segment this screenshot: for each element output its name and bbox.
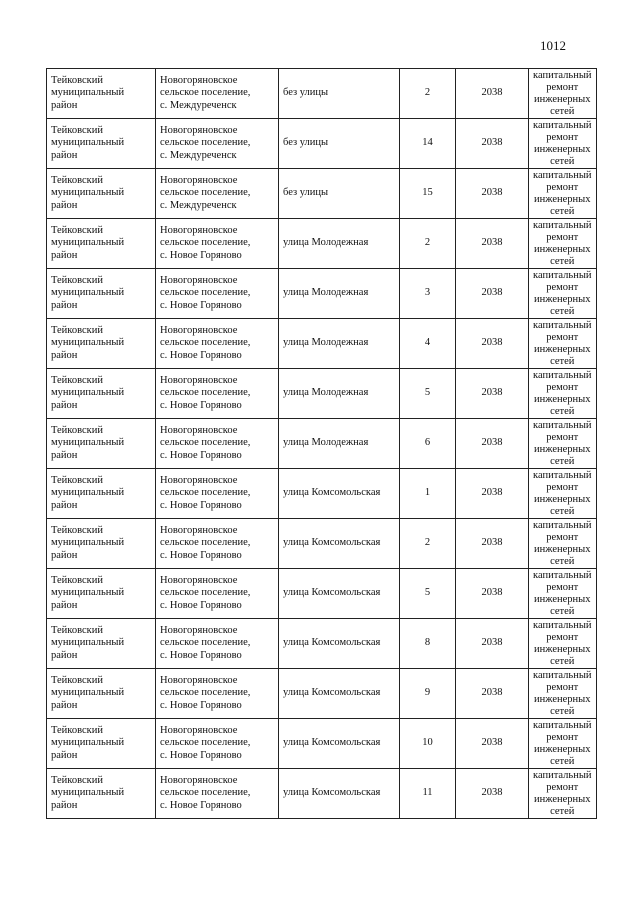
district-cell-line: Тейковский: [51, 474, 104, 486]
work-type-cell-line: капитальный: [533, 219, 592, 231]
district-cell-line: муниципальный: [51, 387, 125, 399]
district-cell-line: муниципальный: [51, 487, 125, 499]
year-cell: 2038: [456, 369, 529, 419]
settlement-cell-line: с. Новое Горяново: [160, 249, 242, 261]
district-cell-line: Тейковский: [51, 674, 104, 686]
district-cell-line: район: [51, 649, 78, 661]
district-cell-line: муниципальный: [51, 287, 125, 299]
house-number-cell: 5: [400, 369, 456, 419]
settlement-cell-line: Новогоряновское: [160, 374, 238, 386]
district-cell: [47, 519, 156, 569]
district-cell: [47, 719, 156, 769]
settlement-cell-line: Новогоряновское: [160, 474, 238, 486]
street-cell: без улицы: [279, 69, 400, 119]
settlement-cell: [156, 469, 279, 519]
work-type-cell: [529, 719, 597, 769]
district-cell-line: район: [51, 349, 78, 361]
table-row: [47, 69, 597, 119]
work-type-cell: [529, 619, 597, 669]
work-type-cell-line: инженерных: [534, 593, 591, 605]
work-type-cell-line: капитальный: [533, 169, 592, 181]
district-cell: [47, 469, 156, 519]
district-cell: [47, 369, 156, 419]
work-type-cell-line: инженерных: [534, 93, 591, 105]
work-type-cell-line: инженерных: [534, 643, 591, 655]
settlement-cell: [156, 119, 279, 169]
district-cell-line: муниципальный: [51, 587, 125, 599]
house-number-cell: 2: [400, 69, 456, 119]
table-row: [47, 269, 597, 319]
work-type-cell-line: сетей: [550, 405, 575, 417]
table-row: [47, 319, 597, 369]
district-cell: [47, 269, 156, 319]
house-number-cell: 8: [400, 619, 456, 669]
work-type-cell-line: сетей: [550, 355, 575, 367]
settlement-cell-line: сельское поселение,: [160, 337, 251, 349]
work-type-cell-line: сетей: [550, 505, 575, 517]
settlement-cell-line: сельское поселение,: [160, 737, 251, 749]
work-type-cell-line: сетей: [550, 605, 575, 617]
settlement-cell-line: сельское поселение,: [160, 587, 251, 599]
work-type-cell-line: сетей: [550, 705, 575, 717]
settlement-cell-line: Новогоряновское: [160, 524, 238, 536]
year-cell: 2038: [456, 419, 529, 469]
work-type-cell: [529, 269, 597, 319]
district-cell-line: район: [51, 399, 78, 411]
settlement-cell-line: сельское поселение,: [160, 787, 251, 799]
work-type-cell-line: сетей: [550, 155, 575, 167]
house-number-cell: 14: [400, 119, 456, 169]
settlement-cell-line: Новогоряновское: [160, 574, 238, 586]
settlement-cell-line: с. Междуреченск: [160, 199, 237, 211]
settlement-cell-line: Новогоряновское: [160, 424, 238, 436]
table-row: [47, 569, 597, 619]
district-cell-line: район: [51, 699, 78, 711]
district-cell-line: район: [51, 249, 78, 261]
settlement-cell-line: сельское поселение,: [160, 287, 251, 299]
work-type-cell-line: инженерных: [534, 443, 591, 455]
settlement-cell-line: сельское поселение,: [160, 687, 251, 699]
settlement-cell-line: с. Междуреченск: [160, 149, 237, 161]
work-type-cell-line: инженерных: [534, 143, 591, 155]
settlement-cell: [156, 169, 279, 219]
district-cell-line: район: [51, 99, 78, 111]
house-number-cell: 3: [400, 269, 456, 319]
work-type-cell-line: инженерных: [534, 793, 591, 805]
district-cell-line: Тейковский: [51, 74, 104, 86]
year-cell: 2038: [456, 69, 529, 119]
work-type-cell-line: инженерных: [534, 243, 591, 255]
district-cell-line: муниципальный: [51, 337, 125, 349]
work-type-cell-line: капитальный: [533, 569, 592, 581]
work-type-cell-line: сетей: [550, 455, 575, 467]
work-type-cell-line: ремонт: [546, 131, 579, 143]
table-row: [47, 219, 597, 269]
street-cell: без улицы: [279, 169, 400, 219]
work-type-cell-line: ремонт: [546, 781, 579, 793]
work-type-cell: [529, 69, 597, 119]
year-cell: 2038: [456, 719, 529, 769]
table-row: [47, 719, 597, 769]
district-cell: [47, 769, 156, 819]
district-cell-line: Тейковский: [51, 224, 104, 236]
table-row: [47, 469, 597, 519]
work-type-cell-line: ремонт: [546, 681, 579, 693]
work-type-cell-line: инженерных: [534, 693, 591, 705]
work-type-cell-line: сетей: [550, 205, 575, 217]
settlement-cell-line: Новогоряновское: [160, 124, 238, 136]
district-cell: [47, 219, 156, 269]
table-row: [47, 169, 597, 219]
house-number-cell: 6: [400, 419, 456, 469]
settlement-cell-line: с. Новое Горяново: [160, 449, 242, 461]
settlement-cell-line: сельское поселение,: [160, 137, 251, 149]
settlement-cell-line: сельское поселение,: [160, 187, 251, 199]
settlement-cell-line: сельское поселение,: [160, 387, 251, 399]
street-cell: улица Комсомольская: [279, 469, 400, 519]
district-cell-line: муниципальный: [51, 237, 125, 249]
district-cell-line: муниципальный: [51, 187, 125, 199]
work-type-cell-line: инженерных: [534, 493, 591, 505]
district-cell-line: Тейковский: [51, 524, 104, 536]
work-type-cell-line: ремонт: [546, 381, 579, 393]
settlement-cell-line: сельское поселение,: [160, 637, 251, 649]
table-row: [47, 519, 597, 569]
settlement-cell: [156, 419, 279, 469]
settlement-cell: [156, 319, 279, 369]
street-cell: улица Комсомольская: [279, 519, 400, 569]
district-cell-line: район: [51, 749, 78, 761]
district-cell-line: Тейковский: [51, 774, 104, 786]
district-cell-line: Тейковский: [51, 274, 104, 286]
work-type-cell: [529, 769, 597, 819]
table-row: [47, 769, 597, 819]
district-cell-line: муниципальный: [51, 637, 125, 649]
settlement-cell-line: сельское поселение,: [160, 237, 251, 249]
street-cell: улица Молодежная: [279, 269, 400, 319]
district-cell-line: Тейковский: [51, 724, 104, 736]
work-type-cell-line: ремонт: [546, 631, 579, 643]
work-type-cell-line: ремонт: [546, 181, 579, 193]
district-cell-line: район: [51, 199, 78, 211]
district-cell-line: муниципальный: [51, 737, 125, 749]
work-type-cell-line: капитальный: [533, 769, 592, 781]
district-cell-line: муниципальный: [51, 787, 125, 799]
year-cell: 2038: [456, 469, 529, 519]
work-type-cell-line: ремонт: [546, 531, 579, 543]
district-cell-line: район: [51, 449, 78, 461]
street-cell: улица Молодежная: [279, 319, 400, 369]
year-cell: 2038: [456, 119, 529, 169]
settlement-cell-line: с. Новое Горяново: [160, 299, 242, 311]
work-type-cell-line: ремонт: [546, 731, 579, 743]
settlement-cell: [156, 269, 279, 319]
district-cell-line: Тейковский: [51, 574, 104, 586]
work-type-cell: [529, 469, 597, 519]
house-number-cell: 4: [400, 319, 456, 369]
work-type-cell-line: ремонт: [546, 431, 579, 443]
district-cell-line: Тейковский: [51, 324, 104, 336]
table-row: [47, 669, 597, 719]
settlement-cell: [156, 669, 279, 719]
settlement-cell-line: сельское поселение,: [160, 537, 251, 549]
street-cell: улица Молодежная: [279, 369, 400, 419]
settlement-cell: [156, 519, 279, 569]
street-cell: улица Комсомольская: [279, 769, 400, 819]
year-cell: 2038: [456, 269, 529, 319]
street-cell: улица Комсомольская: [279, 669, 400, 719]
district-cell-line: район: [51, 799, 78, 811]
work-type-cell-line: инженерных: [534, 543, 591, 555]
work-type-cell: [529, 119, 597, 169]
house-number-cell: 1: [400, 469, 456, 519]
district-cell: [47, 169, 156, 219]
street-cell: улица Молодежная: [279, 219, 400, 269]
district-cell-line: муниципальный: [51, 687, 125, 699]
work-type-cell-line: инженерных: [534, 393, 591, 405]
settlement-cell-line: с. Новое Горяново: [160, 349, 242, 361]
settlement-cell-line: Новогоряновское: [160, 74, 238, 86]
street-cell: улица Комсомольская: [279, 619, 400, 669]
house-number-cell: 11: [400, 769, 456, 819]
work-type-cell-line: капитальный: [533, 319, 592, 331]
work-type-cell-line: сетей: [550, 755, 575, 767]
house-number-cell: 10: [400, 719, 456, 769]
settlement-cell: [156, 569, 279, 619]
district-cell-line: муниципальный: [51, 137, 125, 149]
street-cell: улица Комсомольская: [279, 719, 400, 769]
year-cell: 2038: [456, 169, 529, 219]
settlement-cell-line: сельское поселение,: [160, 87, 251, 99]
house-number-cell: 9: [400, 669, 456, 719]
work-type-cell-line: ремонт: [546, 281, 579, 293]
table-row: [47, 119, 597, 169]
work-type-cell-line: капитальный: [533, 619, 592, 631]
district-cell: [47, 619, 156, 669]
house-number-cell: 5: [400, 569, 456, 619]
work-type-cell-line: капитальный: [533, 369, 592, 381]
work-type-cell: [529, 569, 597, 619]
street-cell: без улицы: [279, 119, 400, 169]
district-cell-line: Тейковский: [51, 124, 104, 136]
work-type-cell: [529, 519, 597, 569]
district-cell-line: Тейковский: [51, 624, 104, 636]
table-row: [47, 369, 597, 419]
district-cell-line: район: [51, 549, 78, 561]
settlement-cell-line: с. Новое Горяново: [160, 499, 242, 511]
district-cell: [47, 69, 156, 119]
work-type-cell-line: инженерных: [534, 343, 591, 355]
work-type-cell-line: ремонт: [546, 231, 579, 243]
settlement-cell-line: с. Новое Горяново: [160, 599, 242, 611]
table-row: [47, 619, 597, 669]
work-type-cell-line: сетей: [550, 255, 575, 267]
district-cell-line: Тейковский: [51, 174, 104, 186]
work-type-cell-line: капитальный: [533, 469, 592, 481]
street-cell: улица Комсомольская: [279, 569, 400, 619]
work-type-cell-line: сетей: [550, 555, 575, 567]
settlement-cell: [156, 219, 279, 269]
repair-schedule-table: [46, 68, 597, 819]
year-cell: 2038: [456, 319, 529, 369]
year-cell: 2038: [456, 769, 529, 819]
district-cell-line: район: [51, 499, 78, 511]
settlement-cell: [156, 69, 279, 119]
year-cell: 2038: [456, 619, 529, 669]
settlement-cell-line: Новогоряновское: [160, 224, 238, 236]
settlement-cell: [156, 719, 279, 769]
district-cell: [47, 419, 156, 469]
district-cell-line: Тейковский: [51, 374, 104, 386]
year-cell: 2038: [456, 519, 529, 569]
work-type-cell: [529, 169, 597, 219]
district-cell-line: муниципальный: [51, 537, 125, 549]
work-type-cell-line: капитальный: [533, 119, 592, 131]
work-type-cell: [529, 319, 597, 369]
work-type-cell: [529, 369, 597, 419]
year-cell: 2038: [456, 219, 529, 269]
settlement-cell-line: Новогоряновское: [160, 624, 238, 636]
district-cell-line: Тейковский: [51, 424, 104, 436]
district-cell-line: муниципальный: [51, 87, 125, 99]
district-cell: [47, 669, 156, 719]
table-row: [47, 419, 597, 469]
work-type-cell-line: капитальный: [533, 519, 592, 531]
settlement-cell-line: Новогоряновское: [160, 724, 238, 736]
settlement-cell-line: сельское поселение,: [160, 487, 251, 499]
work-type-cell-line: капитальный: [533, 269, 592, 281]
work-type-cell-line: капитальный: [533, 719, 592, 731]
work-type-cell-line: инженерных: [534, 293, 591, 305]
work-type-cell-line: инженерных: [534, 193, 591, 205]
house-number-cell: 2: [400, 219, 456, 269]
work-type-cell: [529, 219, 597, 269]
work-type-cell-line: сетей: [550, 655, 575, 667]
work-type-cell-line: ремонт: [546, 481, 579, 493]
work-type-cell-line: капитальный: [533, 669, 592, 681]
settlement-cell-line: Новогоряновское: [160, 324, 238, 336]
work-type-cell-line: ремонт: [546, 331, 579, 343]
settlement-cell-line: с. Новое Горяново: [160, 549, 242, 561]
settlement-cell-line: Новогоряновское: [160, 674, 238, 686]
work-type-cell-line: сетей: [550, 105, 575, 117]
street-cell: улица Молодежная: [279, 419, 400, 469]
settlement-cell-line: Новогоряновское: [160, 774, 238, 786]
district-cell-line: район: [51, 599, 78, 611]
settlement-cell: [156, 619, 279, 669]
district-cell-line: район: [51, 149, 78, 161]
work-type-cell-line: капитальный: [533, 69, 592, 81]
table-body: [47, 69, 597, 819]
settlement-cell-line: сельское поселение,: [160, 437, 251, 449]
page-number: 1012: [540, 38, 566, 53]
year-cell: 2038: [456, 569, 529, 619]
settlement-cell-line: с. Новое Горяново: [160, 749, 242, 761]
district-cell-line: район: [51, 299, 78, 311]
settlement-cell-line: с. Новое Горяново: [160, 699, 242, 711]
settlement-cell: [156, 369, 279, 419]
settlement-cell-line: с. Новое Горяново: [160, 399, 242, 411]
house-number-cell: 2: [400, 519, 456, 569]
settlement-cell-line: Новогоряновское: [160, 174, 238, 186]
work-type-cell-line: капитальный: [533, 419, 592, 431]
district-cell: [47, 119, 156, 169]
settlement-cell-line: с. Новое Горяново: [160, 799, 242, 811]
year-cell: 2038: [456, 669, 529, 719]
district-cell: [47, 319, 156, 369]
work-type-cell-line: сетей: [550, 805, 575, 817]
work-type-cell: [529, 669, 597, 719]
house-number-cell: 15: [400, 169, 456, 219]
work-type-cell-line: ремонт: [546, 81, 579, 93]
work-type-cell-line: инженерных: [534, 743, 591, 755]
settlement-cell-line: Новогоряновское: [160, 274, 238, 286]
work-type-cell-line: сетей: [550, 305, 575, 317]
work-type-cell-line: ремонт: [546, 581, 579, 593]
settlement-cell: [156, 769, 279, 819]
work-type-cell: [529, 419, 597, 469]
settlement-cell-line: с. Новое Горяново: [160, 649, 242, 661]
district-cell-line: муниципальный: [51, 437, 125, 449]
settlement-cell-line: с. Междуреченск: [160, 99, 237, 111]
district-cell: [47, 569, 156, 619]
